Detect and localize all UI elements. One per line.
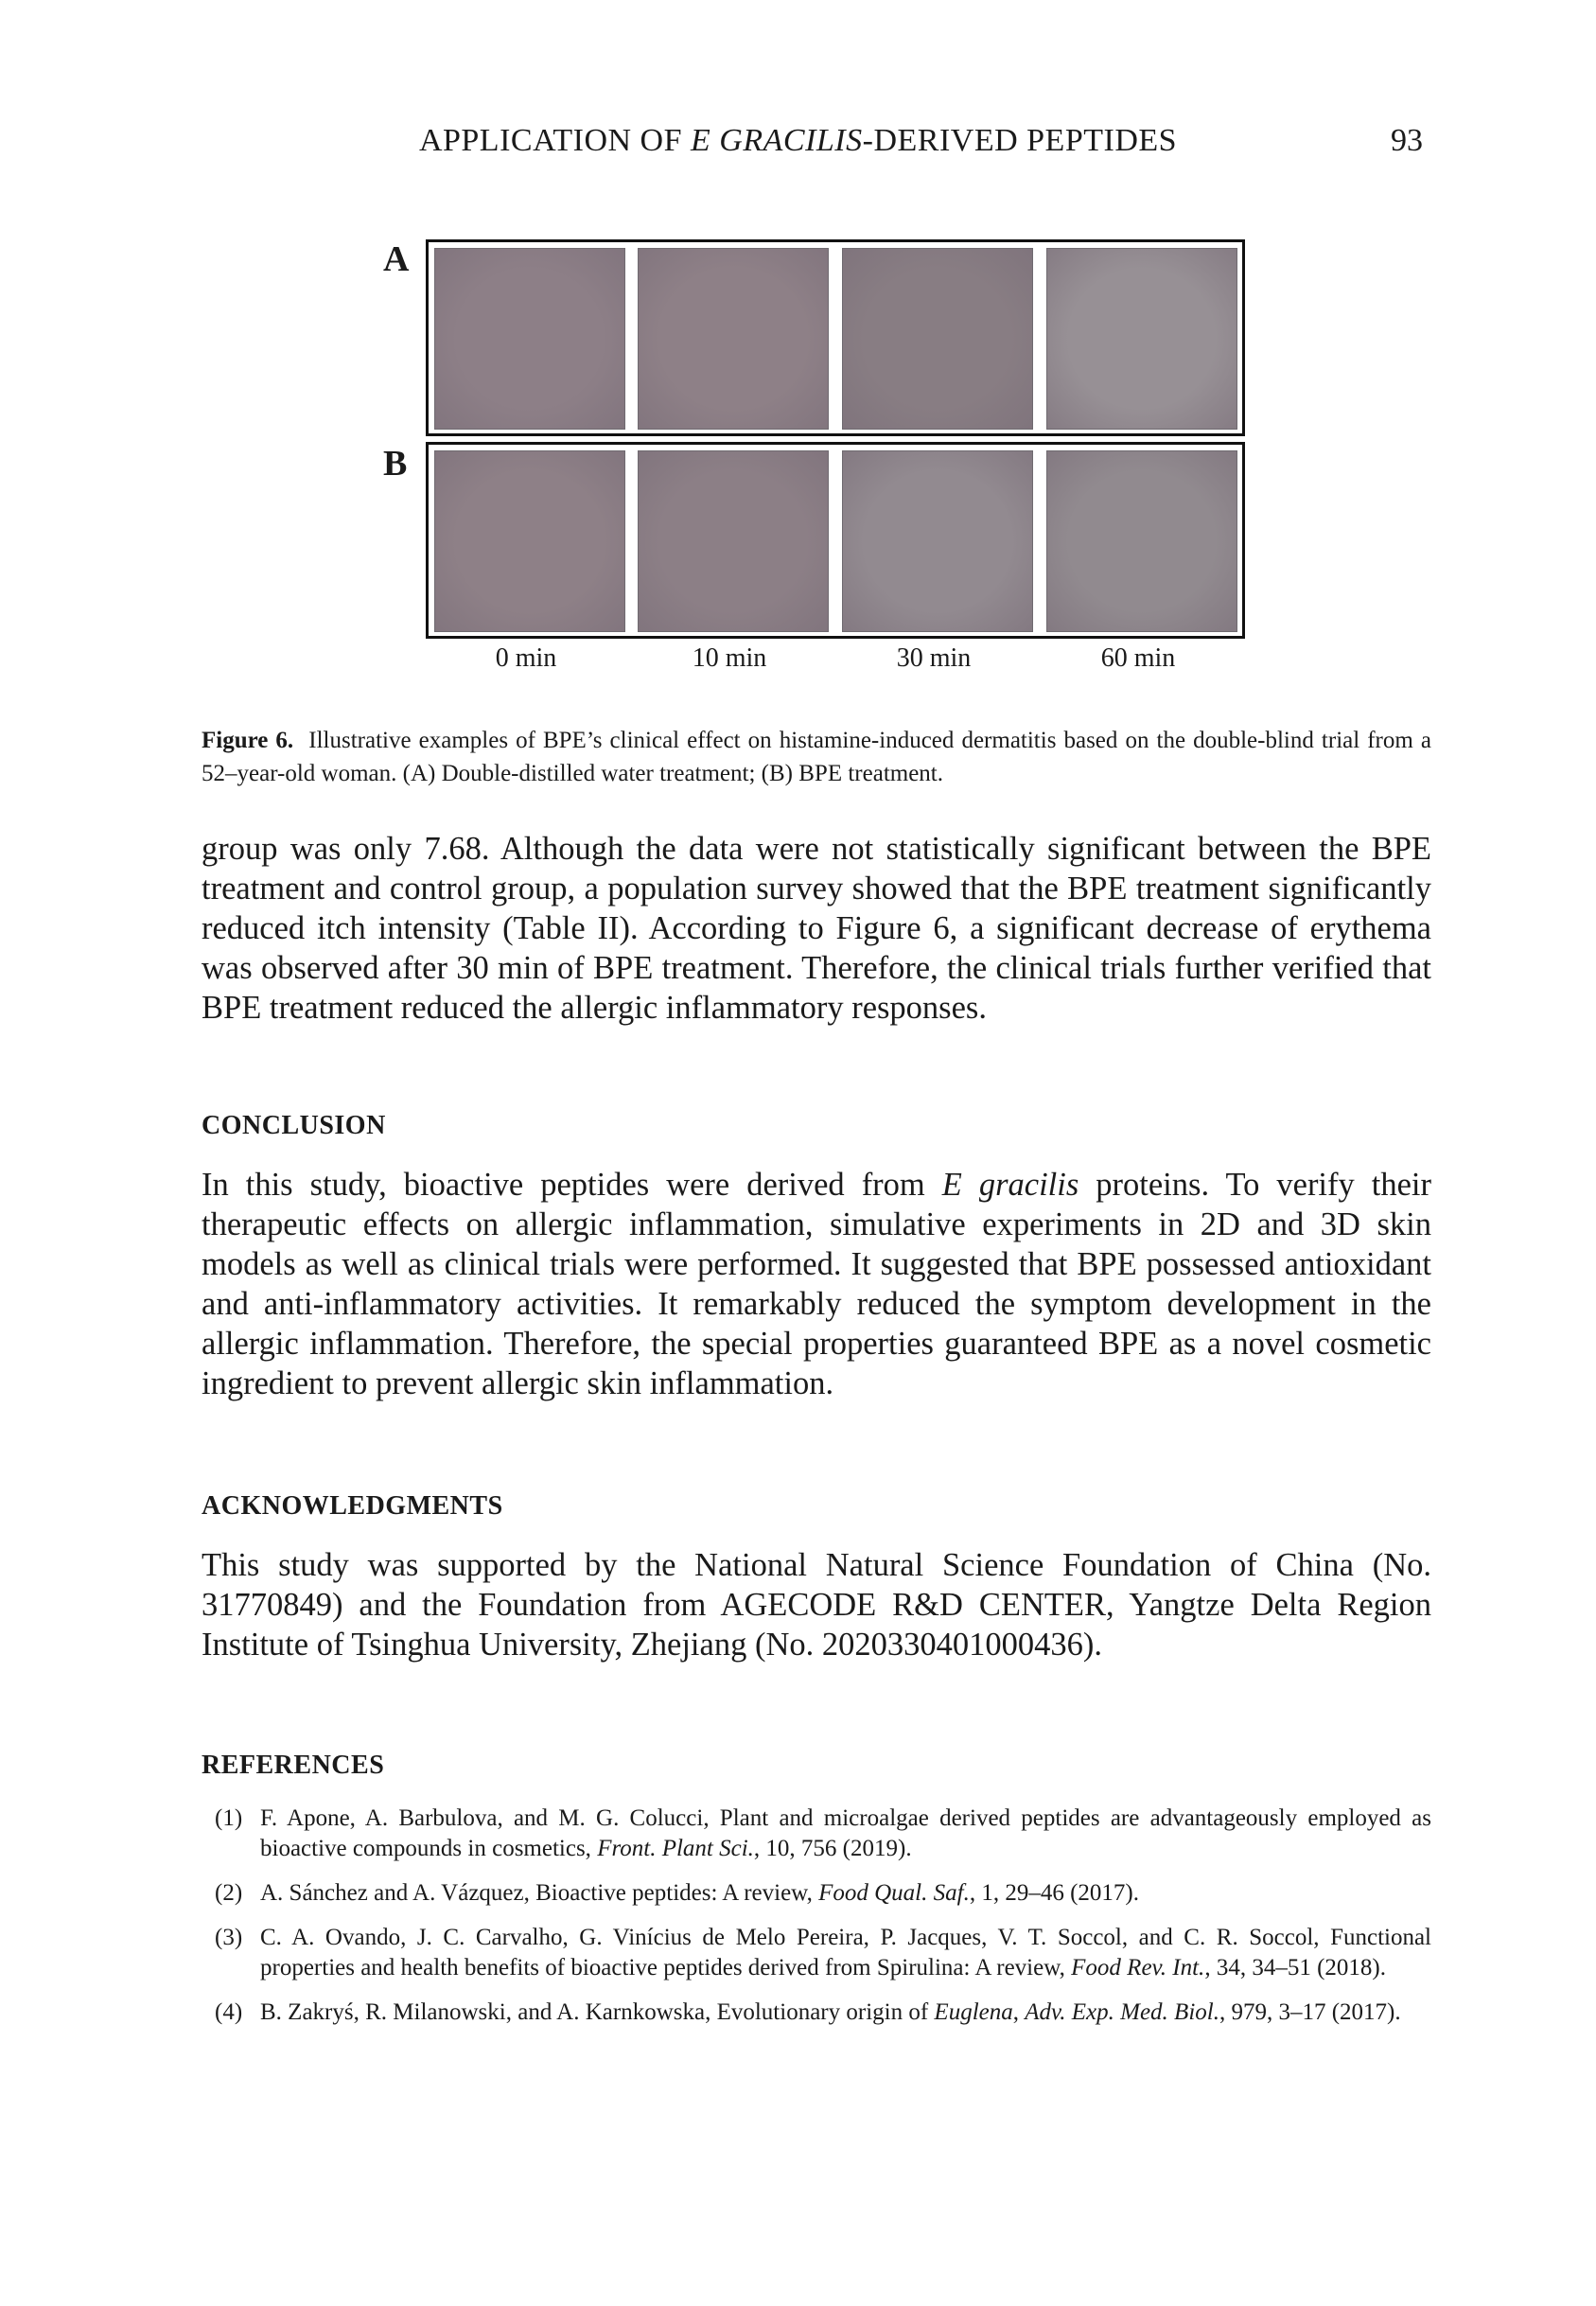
photo-panel-b-0min: [434, 450, 625, 632]
row-b-label: B: [383, 444, 408, 484]
acknowledgments-heading: ACKNOWLEDGMENTS: [202, 1491, 503, 1521]
figure-caption: [202, 724, 1431, 790]
figure-caption-text: Illustrative examples of BPE’s clinical effect on histamine-induced dermatitis based on the double-blind trial from a 52–year-old woman. (A) Double-distilled water treatment; (B) BPE treatment.: [202, 728, 1431, 786]
time-label-0min: 0 min: [495, 643, 557, 673]
running-title: APPLICATION OF E GRACILIS-DERIVED PEPTIDES: [418, 123, 1178, 158]
conclusion-text: In this study, bioactive peptides were derived from E gracilis proteins. To verify their therapeutic effects on allergic inflammation, simulative experiments in 2D and 3D skin models as well as clinical trials were performed. It suggested that BPE possessed antioxidant and anti-inflammatory activities. It remarkably reduced the symptom development in the allergic inflammation. Therefore, the special properties guaranteed BPE as a novel cosmetic ingredient to prevent allergic skin inflammation.: [202, 1167, 1431, 1401]
body-paragraph: group was only 7.68. Although the data were not statistically significant between the BPE treatment and control group, a population survey showed that the BPE treatment significantly reduced itch intensity (Table II). According to Figure 6, a significant decrease of erythema was observed after 30 min of BPE treatment. Therefore, the clinical trials further verified that BPE treatment reduced the allergic inflammatory responses.: [202, 831, 1431, 1026]
time-label-10min: 10 min: [692, 643, 767, 673]
acknowledgments-text: This study was supported by the National Natural Science Foundation of China (No. 31770849) and the Foundation from AGECODE R&D CENTER, Yangtze Delta Region Institute of Tsinghua University, Zhejiang (No. 2020330401000436).: [202, 1547, 1431, 1663]
figure-row-a: [426, 239, 1245, 436]
running-header: [0, 123, 1596, 170]
figure-caption-label: Figure 6.: [202, 728, 294, 753]
reference-item: (3) C. A. Ovando, J. C. Carvalho, G. Vinícius de Melo Pereira, P. Jacques, V. T. Soccol, and C. R. Soccol, Functional properties and health benefits of bioactive peptides derived from Spirulina: A review, Food Rev. Int., 34, 34–51 (2018).: [215, 1925, 1431, 1980]
conclusion-heading: CONCLUSION: [202, 1111, 386, 1140]
photo-panel-b-10min: [638, 450, 829, 632]
references-heading: REFERENCES: [202, 1751, 385, 1780]
photo-panel-a-10min: [638, 248, 829, 430]
page-number: 93: [1391, 123, 1423, 158]
photo-panel-a-60min: [1046, 248, 1237, 430]
reference-list: [202, 1804, 1431, 2042]
reference-item: (2) A. Sánchez and A. Vázquez, Bioactive peptides: A review, Food Qual. Saf., 1, 29–46 (2017).: [215, 1880, 1139, 1906]
photo-panel-b-60min: [1046, 450, 1237, 632]
reference-item: (1) F. Apone, A. Barbulova, and M. G. Colucci, Plant and microalgae derived peptides are advantageously employed as bioactive compounds in cosmetics, Front. Plant Sci., 10, 756 (2019).: [215, 1805, 1431, 1861]
time-label-60min: 60 min: [1100, 643, 1176, 673]
figure-row-b: [426, 442, 1245, 639]
row-a-label: A: [383, 239, 410, 279]
photo-panel-b-30min: [842, 450, 1033, 632]
time-label-30min: 30 min: [896, 643, 972, 673]
photo-panel-a-30min: [842, 248, 1033, 430]
reference-item: (4) B. Zakryś, R. Milanowski, and A. Karnkowska, Evolutionary origin of Euglena, Adv. Exp. Med. Biol., 979, 3–17 (2017).: [215, 1999, 1401, 2025]
photo-panel-a-0min: [434, 248, 625, 430]
